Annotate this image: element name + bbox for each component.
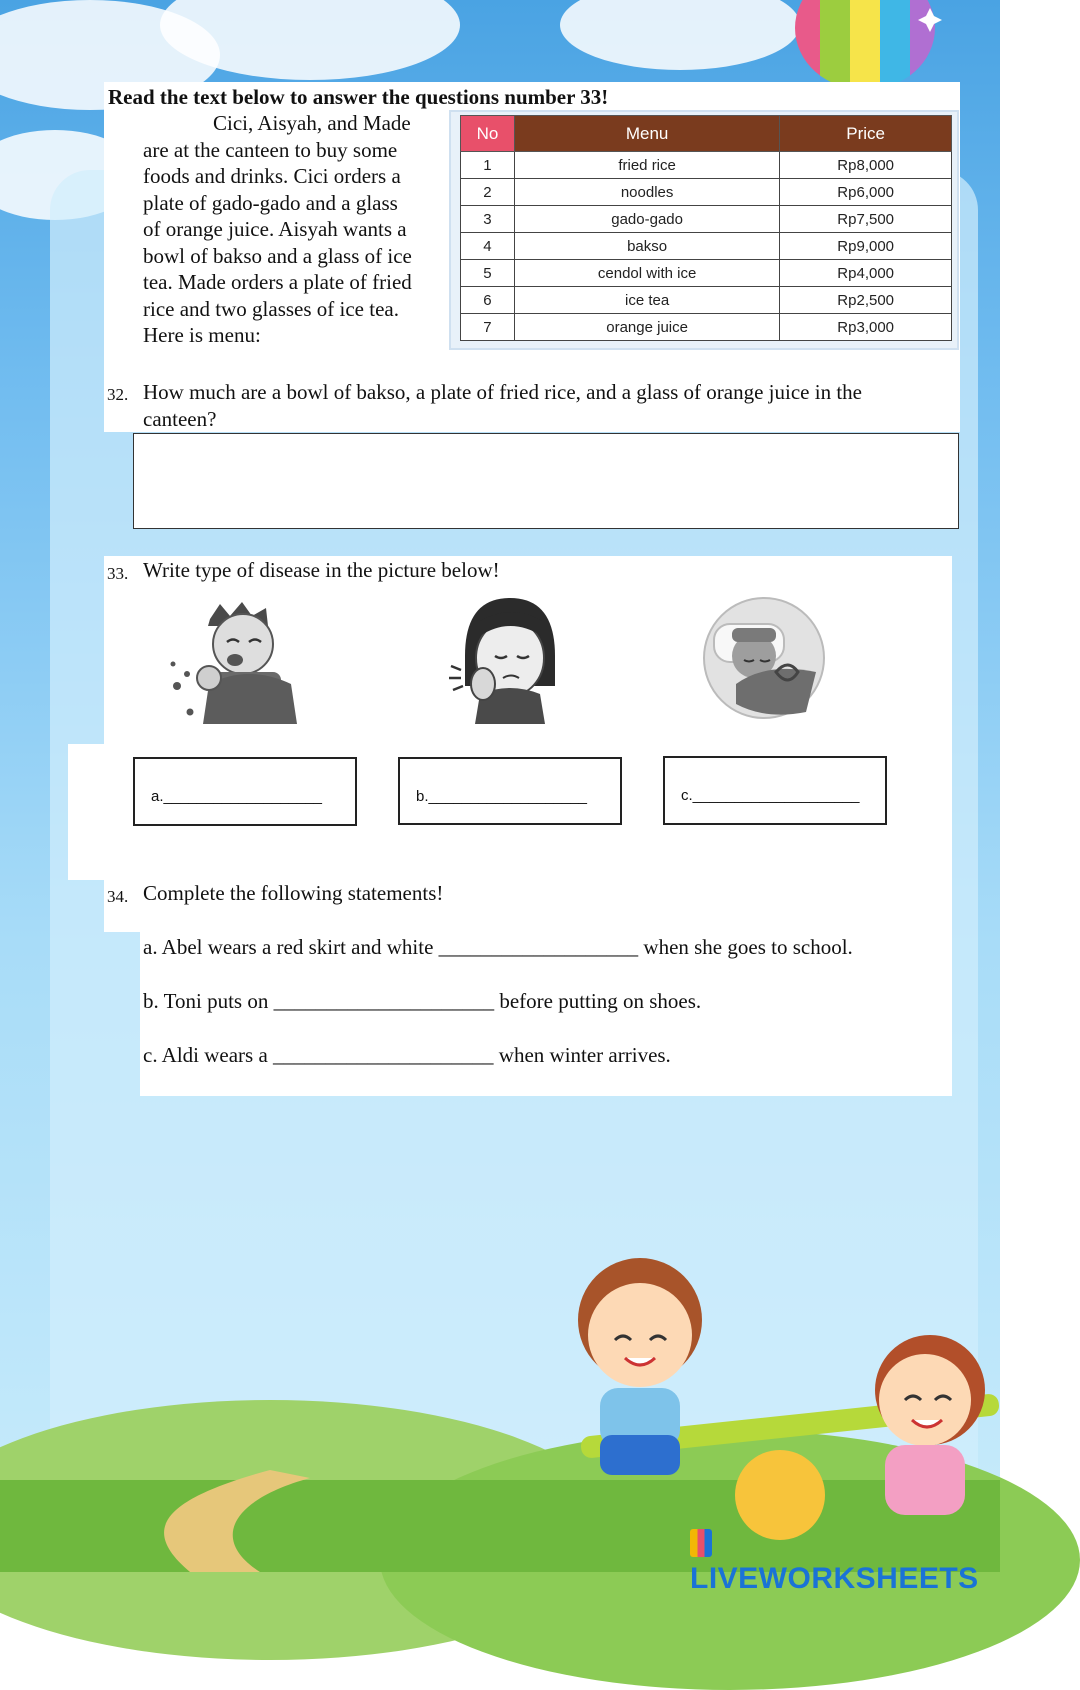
toothache-girl-picture <box>445 596 565 731</box>
liveworksheets-logo-icon <box>690 1529 712 1557</box>
intro-line: tea. Made orders a plate of fried <box>143 270 412 294</box>
q33-answer-b-label: b.___________________ <box>416 788 588 805</box>
fever-child-picture <box>696 594 831 722</box>
menu-cell-price: Rp4,000 <box>780 260 952 287</box>
menu-cell-price: Rp7,500 <box>780 206 952 233</box>
intro-paragraph <box>143 110 446 349</box>
coughing-boy-picture <box>165 594 305 729</box>
q34-statement-a[interactable]: a. Abel wears a red skirt and white ___________________ when she goes to school. <box>143 935 853 959</box>
q32-text-line2: canteen? <box>143 407 217 431</box>
menu-row <box>461 206 952 233</box>
menu-cell-price: Rp6,000 <box>780 179 952 206</box>
intro-line: foods and drinks. Cici orders a <box>143 164 401 188</box>
menu-header-row <box>461 116 952 152</box>
path-road <box>120 1470 380 1572</box>
menu-cell-item: fried rice <box>514 152 779 179</box>
menu-cell-item: gado-gado <box>514 206 779 233</box>
menu-cell-item: noodles <box>514 179 779 206</box>
menu-header-price: Price <box>780 116 952 152</box>
menu-cell-price: Rp3,000 <box>780 314 952 341</box>
q33-number: 33. <box>107 564 129 583</box>
menu-cell-no: 2 <box>461 179 515 206</box>
q33-answer-a-input[interactable] <box>133 757 357 826</box>
menu-row <box>461 233 952 260</box>
menu-header-no: No <box>461 116 515 152</box>
intro-line: are at the canteen to buy some <box>143 137 398 162</box>
q32-number: 32. <box>107 385 129 404</box>
q33-answer-c-input[interactable] <box>663 756 887 825</box>
menu-cell-no: 3 <box>461 206 515 233</box>
menu-cell-no: 1 <box>461 152 515 179</box>
intro-line: Cici, Aisyah, and Made <box>213 111 411 135</box>
menu-row <box>461 260 952 287</box>
q33-answer-a-label: a.___________________ <box>151 788 323 805</box>
intro-line: of orange juice. Aisyah wants a <box>143 217 407 241</box>
menu-cell-no: 4 <box>461 233 515 260</box>
menu-cell-no: 5 <box>461 260 515 287</box>
q34-text: Complete the following statements! <box>143 881 444 905</box>
instruction-heading: Read the text below to answer the questions number 33! <box>108 85 609 109</box>
menu-header-menu: Menu <box>514 116 779 152</box>
menu-cell-no: 7 <box>461 314 515 341</box>
kids-seesaw-illustration <box>540 1240 1000 1540</box>
menu-cell-price: Rp9,000 <box>780 233 952 260</box>
menu-cell-item: cendol with ice <box>514 260 779 287</box>
q34-number: 34. <box>107 887 129 906</box>
menu-table <box>460 115 952 341</box>
intro-line: rice and two glasses of ice tea. <box>143 296 399 321</box>
q33-text: Write type of disease in the picture below! <box>143 558 500 582</box>
menu-cell-price: Rp8,000 <box>780 152 952 179</box>
menu-cell-item: bakso <box>514 233 779 260</box>
menu-row <box>461 314 952 341</box>
q34-statement-b[interactable]: b. Toni puts on _____________________ before putting on shoes. <box>143 989 702 1013</box>
intro-line: plate of gado-gado and a glass <box>143 190 398 215</box>
q33-answer-b-input[interactable] <box>398 757 622 825</box>
menu-cell-no: 6 <box>461 287 515 314</box>
menu-row <box>461 152 952 179</box>
menu-cell-item: ice tea <box>514 287 779 314</box>
intro-line: Here is menu: <box>143 323 261 347</box>
menu-row <box>461 179 952 206</box>
q34-statement-c[interactable]: c. Aldi wears a _____________________ when winter arrives. <box>143 1043 671 1067</box>
q33-answer-c-label: c.____________________ <box>681 787 860 804</box>
menu-cell-item: orange juice <box>514 314 779 341</box>
intro-line: bowl of bakso and a glass of ice <box>143 243 412 268</box>
liveworksheets-logo-text: LIVEWORKSHEETS <box>690 1562 979 1595</box>
q32-answer-input[interactable] <box>133 433 959 529</box>
menu-row <box>461 287 952 314</box>
q32-text-line1: How much are a bowl of bakso, a plate of fried rice, and a glass of orange juice in the <box>143 380 862 404</box>
balloon-icon <box>790 0 950 85</box>
liveworksheets-logo <box>690 1528 1000 1596</box>
menu-cell-price: Rp2,500 <box>780 287 952 314</box>
